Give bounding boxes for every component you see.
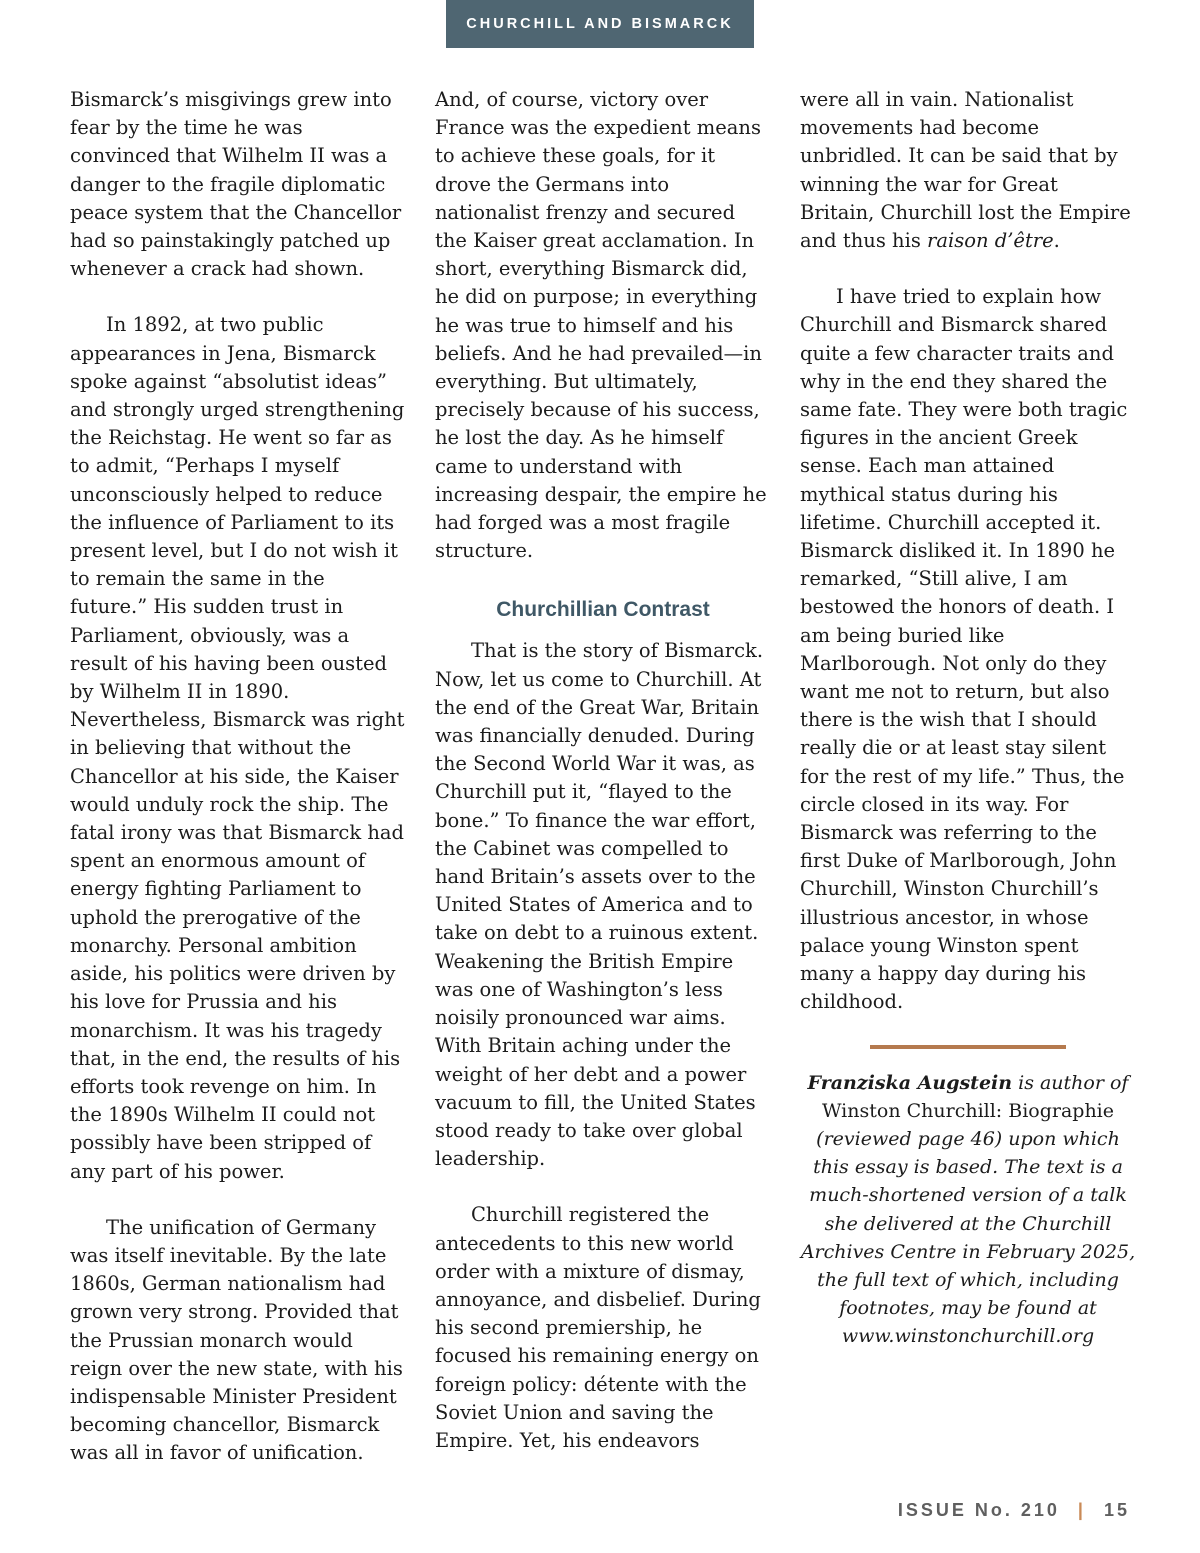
paragraph: In 1892, at two public appearances in Jena, Bismarck spoke against “absolutist ideas” and strongly urged strengthening the Reichstag. He went so far as to admit, “Perhaps I myself unconsciously helped to reduce the influence of Parliament to its present level, but I do not wish it to remain the same in the future.” His sudden trust in Parliament, obviously, was a result of his having been ousted by Wilhelm II in 1890. Nevertheless, Bismarck was right in believing that without the Chancellor at his side, the Kaiser would unduly rock the ship. The fatal irony was that Bismarck had spent an enormous amount of energy fighting Parliament to uphold the prerogative of the monarchy. Personal ambition aside, his politics were driven by his love for Prussia and his monarchism. It was his tragedy that, in the end, the results of his efforts took revenge on him. In the 1890s Wilhelm II could not possibly have been stripped of any part of his power.	[70, 313, 405, 1183]
paragraph: The unification of Germany was itself inevitable. By the late 1860s, German nationalism had grown very strong. Provided that the Prussian monarch would reign over the new state, with his indispensable Minister President becoming chancellor, Bismarck was all in favor of unification.	[70, 1215, 403, 1465]
page-footer	[898, 1500, 1130, 1521]
divider-rule	[870, 1045, 1066, 1049]
footer-separator: |	[1077, 1500, 1086, 1520]
paragraph: And, of course, victory over France was the expedient means to achieve these goals, for it drove the Germans into nationalist frenzy and secured the Kaiser great acclamation. In short, everything Bismarck did, he did on purpose; in everything he was true to himself and his beliefs. And he had prevailed—in everything. But ultimately, precisely because of his success, he lost the day. As he himself came to understand with increasing despair, the empire he had forged was a most fragile structure.	[435, 88, 767, 563]
author-bio	[800, 1069, 1136, 1351]
italic-phrase: raison d’être	[927, 229, 1054, 253]
paragraph-end: .	[1053, 229, 1060, 253]
section-title: CHURCHILL AND BISMARCK	[466, 16, 734, 32]
paragraph	[800, 86, 1136, 255]
bio-text: (reviewed page 46) upon which this essay is based. The text is a much-shortened version of a talk she delivered at the Churchill Archives Centre in February 2025, the full text of which, including footnotes, may be found at www.winstonchurchill.org	[800, 1127, 1136, 1348]
article-column-3	[800, 86, 1136, 1351]
page-number: 15	[1103, 1500, 1130, 1520]
book-title: Winston Churchill: Biographie	[821, 1099, 1115, 1122]
paragraph: I have tried to explain how Churchill and Bismarck shared quite a few character traits and why in the end they shared the same fate. They were both tragic figures in the ancient Greek sense. Each man attained mythical status during his lifetime. Churchill accepted it. Bismarck disliked it. In 1890 he remarked, “Still alive, I am bestowed the honors of death. I am being buried like Marlborough. Not only do they want me not to return, but also there is the wish that I should really die or at least stay silent for the rest of my life.” Thus, the circle closed in its way. For Bismarck was referring to the first Duke of Marlborough, John Churchill, Winston Churchill’s illustrious ancestor, in whose palace young Winston spent many a happy day during his childhood.	[800, 285, 1128, 1014]
paragraph: Bismarck’s misgivings grew into fear by the time he was convinced that Wilhelm II was a danger to the fragile diplomatic peace system that the Chancellor had so painstakingly patched up whenever a crack had shown.	[70, 88, 402, 281]
author-name: Franziska Augstein	[807, 1071, 1013, 1094]
paragraph-text: were all in vain. Nationalist movements had become unbridled. It can be said that by winning the war for Great Britain, Churchill lost the Empire and thus his	[800, 88, 1131, 253]
article-column-2	[435, 86, 771, 1455]
bio-text: is author of	[1012, 1071, 1129, 1094]
paragraph: That is the story of Bismarck. Now, let us come to Churchill. At the end of the Great War, Britain was financially denuded. During the Second World War it was, as Churchill put it, “flayed to the bone.” To finance the war effort, the Cabinet was compelled to hand Britain’s assets over to the United States of America and to take on debt to a ruinous extent. Weakening the British Empire was one of Washington’s less noisily pronounced war aims. With Britain aching under the weight of her debt and a power vacuum to fill, the United States stood ready to take over global leadership.	[435, 639, 764, 1171]
paragraph: Churchill registered the antecedents to this new world order with a mixture of dismay, annoyance, and disbelief. During his second premiership, he focused his remaining energy on foreign policy: détente with the Soviet Union and saving the Empire. Yet, his endeavors	[435, 1203, 761, 1452]
section-subheading: Churchillian Contrast	[496, 598, 710, 622]
article-column-1	[70, 86, 406, 1468]
section-header	[446, 0, 754, 48]
issue-number: ISSUE No. 210	[897, 1500, 1060, 1520]
